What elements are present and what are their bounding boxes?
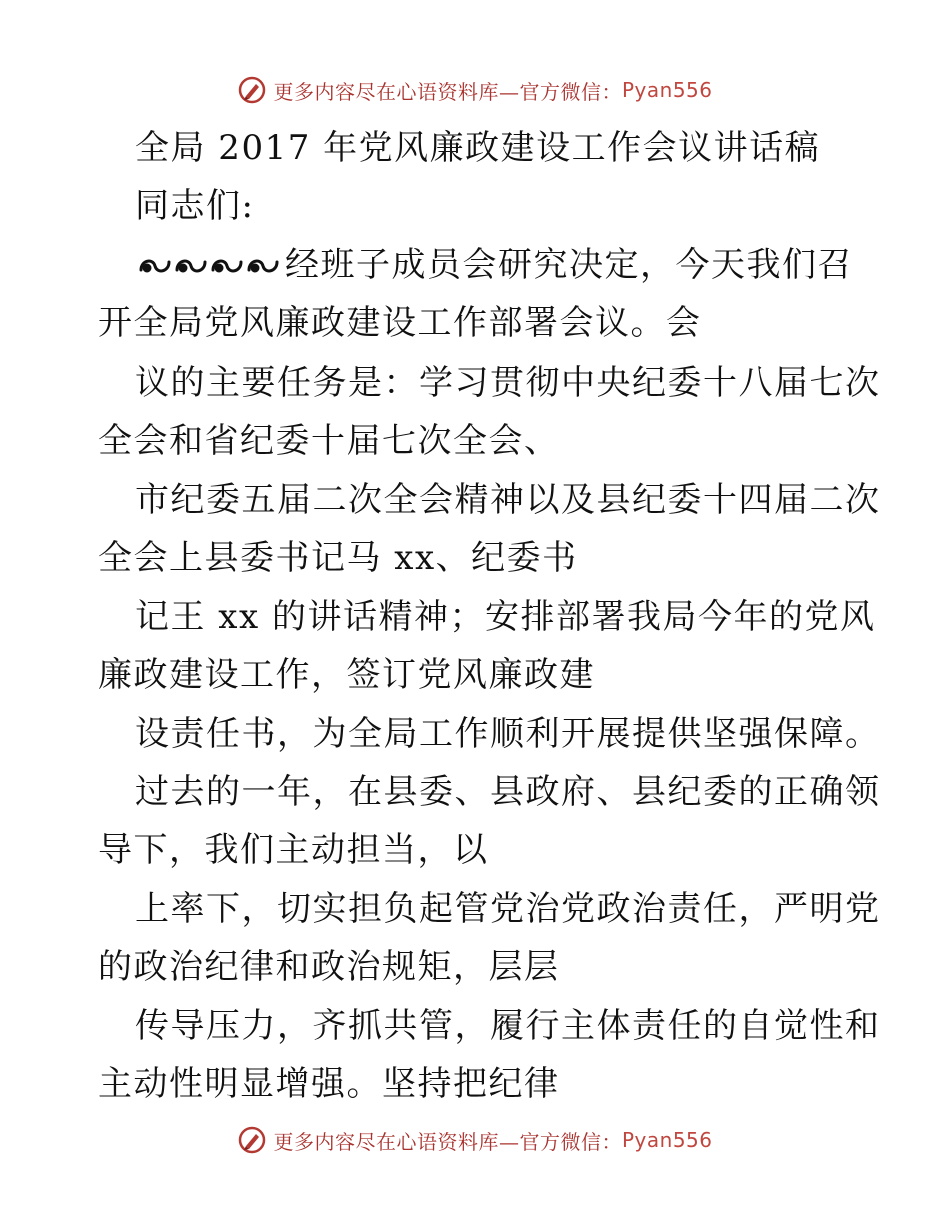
paragraph-line: 记王 xx 的讲话精神；安排部署我局今年的党风 [135,597,876,637]
banner-text: 更多内容尽在心语资料库—官方微信： [273,1129,622,1154]
paragraph-line: 议的主要任务是：学习贯彻中央纪委十八届七次 [135,363,881,403]
paragraph-line: 过去的一年，在县委、县政府、县纪委的正确领 [135,772,881,812]
paragraph-line: 主动性明显增强。坚持把纪律 [98,1064,560,1104]
header-banner [0,70,950,110]
paragraph-line: 传导压力，齐抓共管，履行主体责任的自觉性和 [135,1006,881,1046]
pen-logo-icon [237,1125,267,1155]
paragraph-line: 开全局党风廉政建设工作部署会议。会 [98,303,702,343]
paragraph-line: 全会和省纪委十届七次全会、 [98,421,560,461]
paragraph-line: 设责任书，为全局工作顺利开展提供坚强保障。 [135,714,881,754]
banner-wechat-id: Pyan556 [621,1128,713,1152]
salutation: 同志们: [135,186,255,226]
banner-text: 更多内容尽在心语资料库—官方微信： [273,79,622,104]
paragraph-line: 的政治纪律和政治规矩，层层 [98,947,560,987]
pen-logo-icon [237,75,267,105]
footer-banner [0,1120,950,1160]
swirl-ornament-icon [135,250,285,280]
paragraph-line: 上率下，切实担负起管党治党政治责任，严明党 [135,889,881,929]
paragraph-line: 市纪委五届二次全会精神以及县纪委十四届二次 [135,480,881,520]
paragraph-line: 全会上县委书记马 xx、纪委书 [98,538,578,578]
document-title: 全局 2017 年党风廉政建设工作会议讲话稿 [135,128,821,168]
paragraph-line: 导下，我们主动担当，以 [98,830,489,870]
paragraph-line: 廉政建设工作，签订党风廉政建 [98,655,595,695]
line-text: 经班子成员会研究决定，今天我们召 [285,245,853,285]
banner-wechat-id: Pyan556 [621,78,713,102]
paragraph-line [135,245,853,285]
